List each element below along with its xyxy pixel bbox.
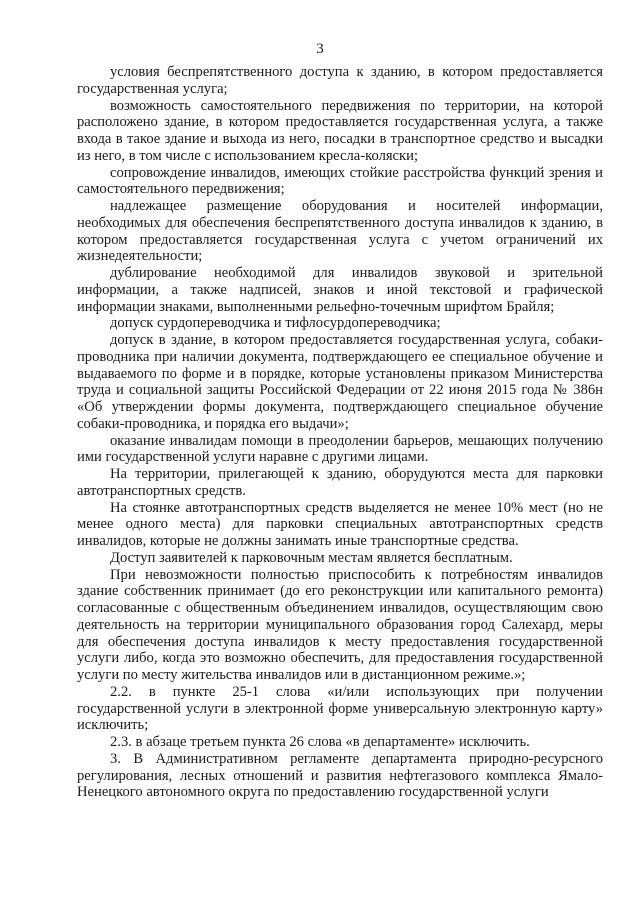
paragraph: дублирование необходимой для инвалидов звуковой и зрительной информации, а также надписей, знаков и иной текстовой и графической информации знаками, выполненными рельефно-точечным шрифтом Брайля; bbox=[77, 265, 603, 315]
paragraph: возможность самостоятельного передвижения по территории, на которой расположено здание, в котором предоставляется государственная услуга, а также входа в такое здание и выхода из него, посадки в транспортное средство и высадки из него, в том числе с использованием кресла-коляски; bbox=[77, 97, 603, 164]
paragraph: Доступ заявителей к парковочным местам является бесплатным. bbox=[110, 549, 513, 566]
document-body bbox=[77, 64, 603, 801]
paragraph: 2.2. в пункте 25-1 слова «и/или использующих при получении государственной услуги в электронной форме универсальную электронную карту» исключить; bbox=[77, 683, 603, 734]
paragraph: оказание инвалидам помощи в преодолении барьеров, мешающих получению ими государственной услуги наравне с другими лицами. bbox=[77, 432, 603, 466]
page-number: 3 bbox=[316, 41, 324, 57]
paragraph: сопровождение инвалидов, имеющих стойкие расстройства функций зрения и самостоятельного передвижения; bbox=[77, 164, 603, 198]
paragraph: надлежащее размещение оборудования и носителей информации, необходимых для обеспечения беспрепятственного доступа инвалидов к зданию, в котором предоставляется государственная услуга с учетом ограничений их жизнедеятельности; bbox=[77, 198, 603, 265]
paragraph: условия беспрепятственного доступа к зданию, в котором предоставляется государственная услуга; bbox=[77, 64, 603, 97]
paragraph: 3. В Административном регламенте департамента природно-ресурсного регулирования, лесных отношений и развития нефтегазового комплекса Ямало-Ненецкого автономного округа по предоставлению государственной услуги bbox=[77, 750, 603, 801]
paragraph: На стоянке автотранспортных средств выделяется не менее 10% мест (но не менее одного места) для парковки специальных автотранспортных средств инвалидов, которые не должны занимать иные транспортные средства. bbox=[77, 499, 603, 549]
paragraph: 2.3. в абзаце третьем пункта 26 слова «в департаменте» исключить. bbox=[110, 734, 530, 750]
paragraph: допуск сурдопереводчика и тифлосурдопереводчика; bbox=[110, 315, 441, 332]
paragraph: допуск в здание, в котором предоставляется государственная услуга, собаки-проводника при наличии документа, подтверждающего ее специальное обучение и выдаваемого по форме и в порядке, которые установлены приказом Министерства труда и социальной защиты Российской Федерации от 22 июня 2015 года № 386н «Об утверждении формы документа, подтверждающего специальное обучение собаки-проводника, и порядка его выдачи»; bbox=[77, 332, 603, 432]
paragraph: На территории, прилегающей к зданию, оборудуются места для парковки автотранспортных средств. bbox=[77, 466, 603, 499]
paragraph: При невозможности полностью приспособить к потребностям инвалидов здание собственник принимает (до его реконструкции или капитального ремонта) согласованные с общественным объединением инвалидов, осуществляющим свою деятельность на территории муниципального образования город Салехард, меры для обеспечения доступа инвалидов к месту предоставления государственной услуги либо, когда это возможно обеспечить, для предоставления государственной услуги по месту жительства инвалидов или в дистанционном режиме.»; bbox=[77, 566, 603, 683]
